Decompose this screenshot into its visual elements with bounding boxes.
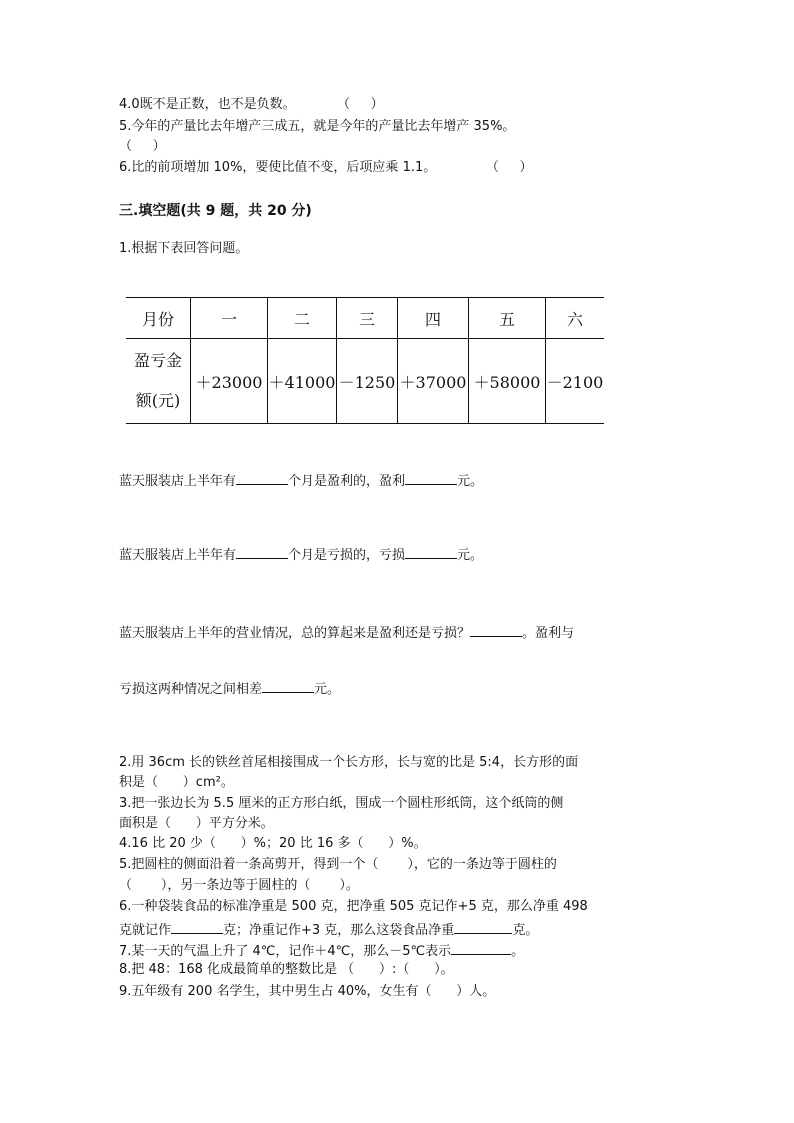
question-1-sentence-4: 亏损这两种情况之间相差 元。 <box>119 678 340 699</box>
table-row-label-line1: 盈亏金 <box>133 351 182 370</box>
profit-loss-table <box>126 297 604 424</box>
question-4: 4.16 比 20 少（ ）%；20 比 16 多（ ）%。 <box>119 836 427 851</box>
answer-blank[interactable] <box>236 544 288 559</box>
question-2-line-2: 积是（ ）cm²。 <box>119 775 234 790</box>
table-row-label-line2: 额(元) <box>135 391 181 410</box>
question-7: 7.某一天的气温上升了 4℃，记作＋4℃，那么－5℃表示 。 <box>119 940 524 961</box>
section-title-fill-in: 三.填空题(共 9 题，共 20 分) <box>119 203 312 219</box>
question-9: 9.五年级有 200 名学生，其中男生占 40%，女生有（ ）人。 <box>119 984 496 999</box>
answer-blank[interactable] <box>262 678 314 693</box>
table-month-cell: 一 <box>191 298 268 339</box>
question-6-line-1: 6.一种袋装食品的标准净重是 500 克，把净重 505 克记作+5 克，那么净重 498 <box>119 899 588 914</box>
table-value-cell: ＋58000 <box>469 339 546 424</box>
answer-blank[interactable] <box>405 544 457 559</box>
table-month-cell: 三 <box>337 298 398 339</box>
question-1-sentence-1: 蓝天服装店上半年有 个月是盈利的，盈利 元。 <box>119 470 483 491</box>
table-value-cell: －2100 <box>546 339 605 424</box>
answer-blank[interactable] <box>236 470 288 485</box>
table-month-cell: 五 <box>469 298 546 339</box>
judge-item-4: 4.0既不是正数，也不是负数。 （ ） <box>119 97 384 112</box>
table-value-row <box>126 339 604 424</box>
answer-blank[interactable] <box>405 470 457 485</box>
table-value-cell: ＋23000 <box>191 339 268 424</box>
answer-blank[interactable] <box>470 622 522 637</box>
judge-item-5-bracket: （ ） <box>119 139 166 154</box>
table-month-cell: 四 <box>398 298 469 339</box>
table-value-cell: ＋37000 <box>398 339 469 424</box>
question-8: 8.把 48：168 化成最简单的整数比是 （ ）:（ ）。 <box>119 962 454 977</box>
table-header-row <box>126 298 604 339</box>
judge-item-6: 6.比的前项增加 10%，要使比值不变，后项应乘 1.1。 （ ） <box>119 160 533 175</box>
judge-item-5: 5.今年的产量比去年增产三成五，就是今年的产量比去年增产 35%。 <box>119 119 516 134</box>
table-value-cell: －1250 <box>337 339 398 424</box>
table-month-cell: 二 <box>268 298 337 339</box>
question-1-prompt: 1.根据下表回答问题。 <box>119 241 249 256</box>
table-month-cell: 六 <box>546 298 605 339</box>
question-5-line-2: （ ），另一条边等于圆柱的（ ）。 <box>119 878 359 893</box>
table-value-cell: ＋41000 <box>268 339 337 424</box>
question-3-line-2: 面积是（ ）平方分米。 <box>119 816 274 831</box>
question-3-line-1: 3.把一张边长为 5.5 厘米的正方形白纸，围成一个圆柱形纸筒，这个纸筒的侧 <box>119 796 564 811</box>
table-header-label: 月份 <box>126 298 191 339</box>
question-2-line-1: 2.用 36cm 长的铁丝首尾相接围成一个长方形，长与宽的比是 5:4，长方形的面 <box>119 755 579 770</box>
answer-blank[interactable] <box>171 919 223 934</box>
answer-blank[interactable] <box>454 919 512 934</box>
question-1-sentence-3: 蓝天服装店上半年的营业情况，总的算起来是盈利还是亏损？ 。盈利与 <box>119 622 574 643</box>
question-1-sentence-2: 蓝天服装店上半年有 个月是亏损的，亏损 元。 <box>119 544 483 565</box>
question-5-line-1: 5.把圆柱的侧面沿着一条高剪开，得到一个（ ），它的一条边等于圆柱的 <box>119 857 557 872</box>
table-row-label <box>126 339 191 424</box>
question-6-line-2: 克就记作 克；净重记作+3 克，那么这袋食品净重 克。 <box>119 919 538 940</box>
answer-blank[interactable] <box>451 940 511 955</box>
